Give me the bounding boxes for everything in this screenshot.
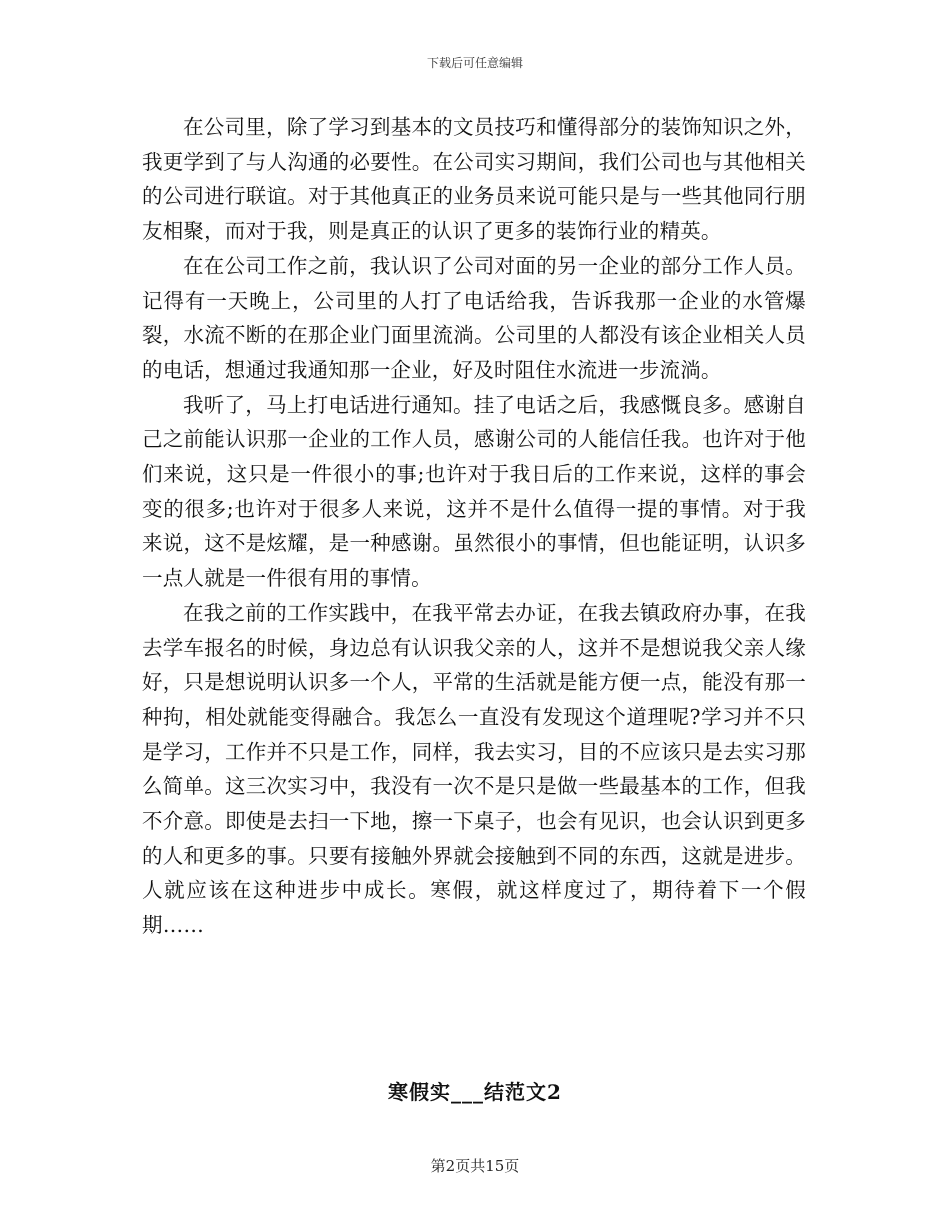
section-heading: 寒假实___结范文2 bbox=[388, 1080, 562, 1104]
document-body bbox=[142, 110, 806, 943]
paragraph: 在在公司工作之前，我认识了公司对面的另一企业的部分工作人员。记得有一天晚上，公司里的人打了电话给我，告诉我那一企业的水管爆裂，水流不断的在那企业门面里流淌。公司里的人都没有该企业相关人员的电话，想通过我通知那一企业，好及时阻住水流进一步流淌。 bbox=[142, 253, 806, 382]
page-header-note: 下载后可任意编辑 bbox=[426, 56, 523, 70]
paragraph: 在公司里，除了学习到基本的文员技巧和懂得部分的装饰知识之外，我更学到了与人沟通的必要性。在公司实习期间，我们公司也与其他相关的公司进行联谊。对于其他真正的业务员来说可能只是与一些其他同行朋友相聚，而对于我，则是真正的认识了更多的装饰行业的精英。 bbox=[142, 115, 806, 244]
paragraph: 在我之前的工作实践中，在我平常去办证，在我去镇政府办事，在我去学车报名的时候，身边总有认识我父亲的人，这并不是想说我父亲人缘好，只是想说明认识多一个人，平常的生活就是能方便一点，能没有那一种拘，相处就能变得融合。我怎么一直没有发现这个道理呢?学习并不只是学习，工作并不只是工作，同样，我去实习，目的不应该只是去实习那么简单。这三次实习中，我没有一次不是只是做一些最基本的工作，但我不介意。即使是去扫一下地，擦一下桌子，也会有见识，也会认识到更多的人和更多的事。只要有接触外界就会接触到不同的东西，这就是进步。人就应该在这种进步中成长。寒假，就这样度过了，期待着下一个假期…… bbox=[142, 600, 806, 938]
page-number-footer: 第2页共15页 bbox=[430, 1157, 520, 1175]
paragraph: 我听了，马上打电话进行通知。挂了电话之后，我感慨良多。感谢自己之前能认识那一企业的工作人员，感谢公司的人能信任我。也许对于他们来说，这只是一件很小的事;也许对于我日后的工作来说，这样的事会变的很多;也许对于很多人来说，这并不是什么值得一提的事情。对于我来说，这不是炫耀，是一种感谢。虽然很小的事情，但也能证明，认识多一点人就是一件很有用的事情。 bbox=[142, 392, 806, 591]
